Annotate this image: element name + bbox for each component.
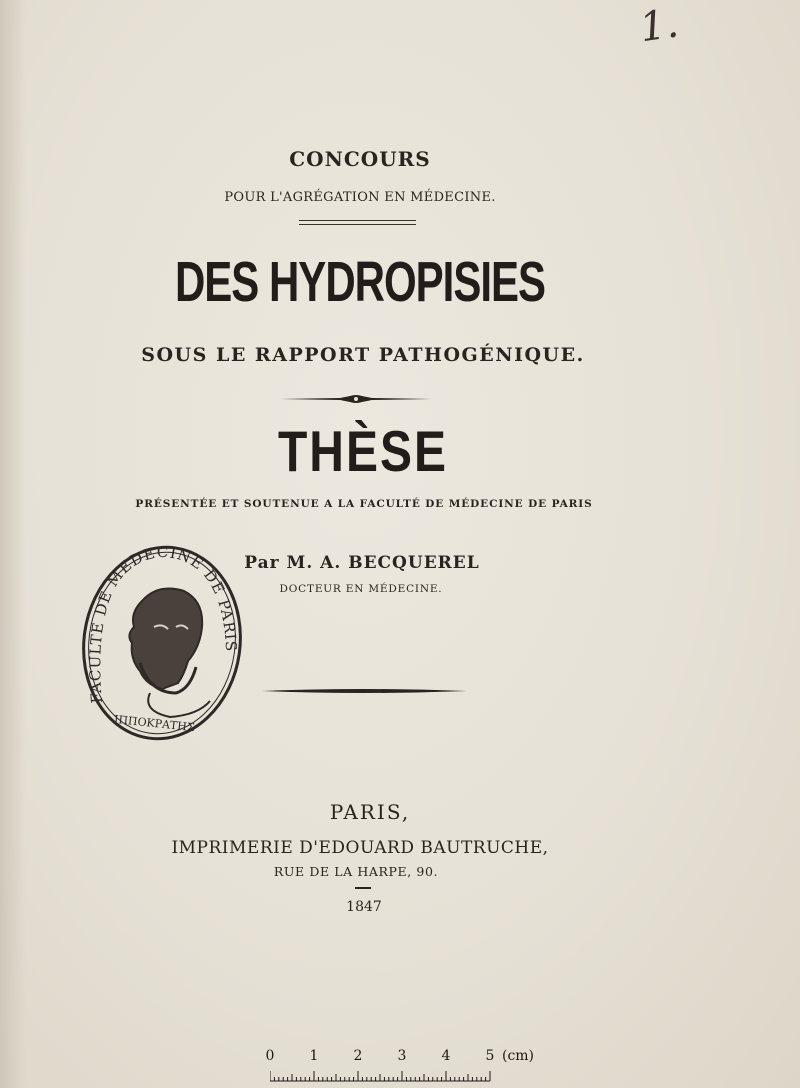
stamp-arc-text: FACULTE DE MEDECINE DE PARIS xyxy=(86,543,241,704)
author-title: DOCTEUR EN MÉDECINE. xyxy=(279,583,443,595)
ornamental-rule xyxy=(280,393,432,405)
scale-ticks xyxy=(270,1070,494,1082)
scale-label: 1 xyxy=(309,1048,319,1064)
scale-ruler xyxy=(262,1048,535,1084)
scale-unit-label: (cm) xyxy=(501,1048,535,1064)
scale-label: 4 xyxy=(441,1048,451,1064)
main-subtitle: SOUS LE RAPPORT PATHOGÉNIQUE. xyxy=(141,344,585,366)
stamp-bottom-text: ΙΠΠΟΚΡΑΤΗΣ xyxy=(113,712,196,735)
these-title: THÈSE xyxy=(277,420,449,485)
library-stamp xyxy=(80,543,245,748)
scale-label: 2 xyxy=(353,1048,363,1064)
scale-label: 0 xyxy=(265,1048,275,1064)
presented-line: PRÉSENTÉE ET SOUTENUE A LA FACULTÉ DE MÉDECINE DE PARIS xyxy=(135,498,593,510)
imprint-address: RUE DE LA HARPE, 90. xyxy=(273,864,439,879)
page-edge-shadow xyxy=(0,0,26,1088)
imprint-printer: IMPRIMERIE D'EDOUARD BAUTRUCHE, xyxy=(171,838,549,858)
page-number: 1. xyxy=(637,0,682,52)
author-line: Par M. A. BECQUEREL xyxy=(244,553,480,573)
imprint-year: 1847 xyxy=(346,899,382,915)
tapered-rule xyxy=(262,686,467,696)
concours-heading: CONCOURS xyxy=(289,147,431,171)
scale-label: 3 xyxy=(397,1048,407,1064)
imprint-city: PARIS, xyxy=(329,800,411,824)
scale-label: 5 xyxy=(485,1048,495,1064)
main-title: DES HYDROPISIES xyxy=(174,249,546,314)
double-rule xyxy=(299,220,416,225)
hippocrates-bust-icon xyxy=(129,589,210,717)
short-rule xyxy=(355,887,371,889)
concours-subtitle: POUR L'AGRÉGATION EN MÉDECINE. xyxy=(224,190,496,205)
